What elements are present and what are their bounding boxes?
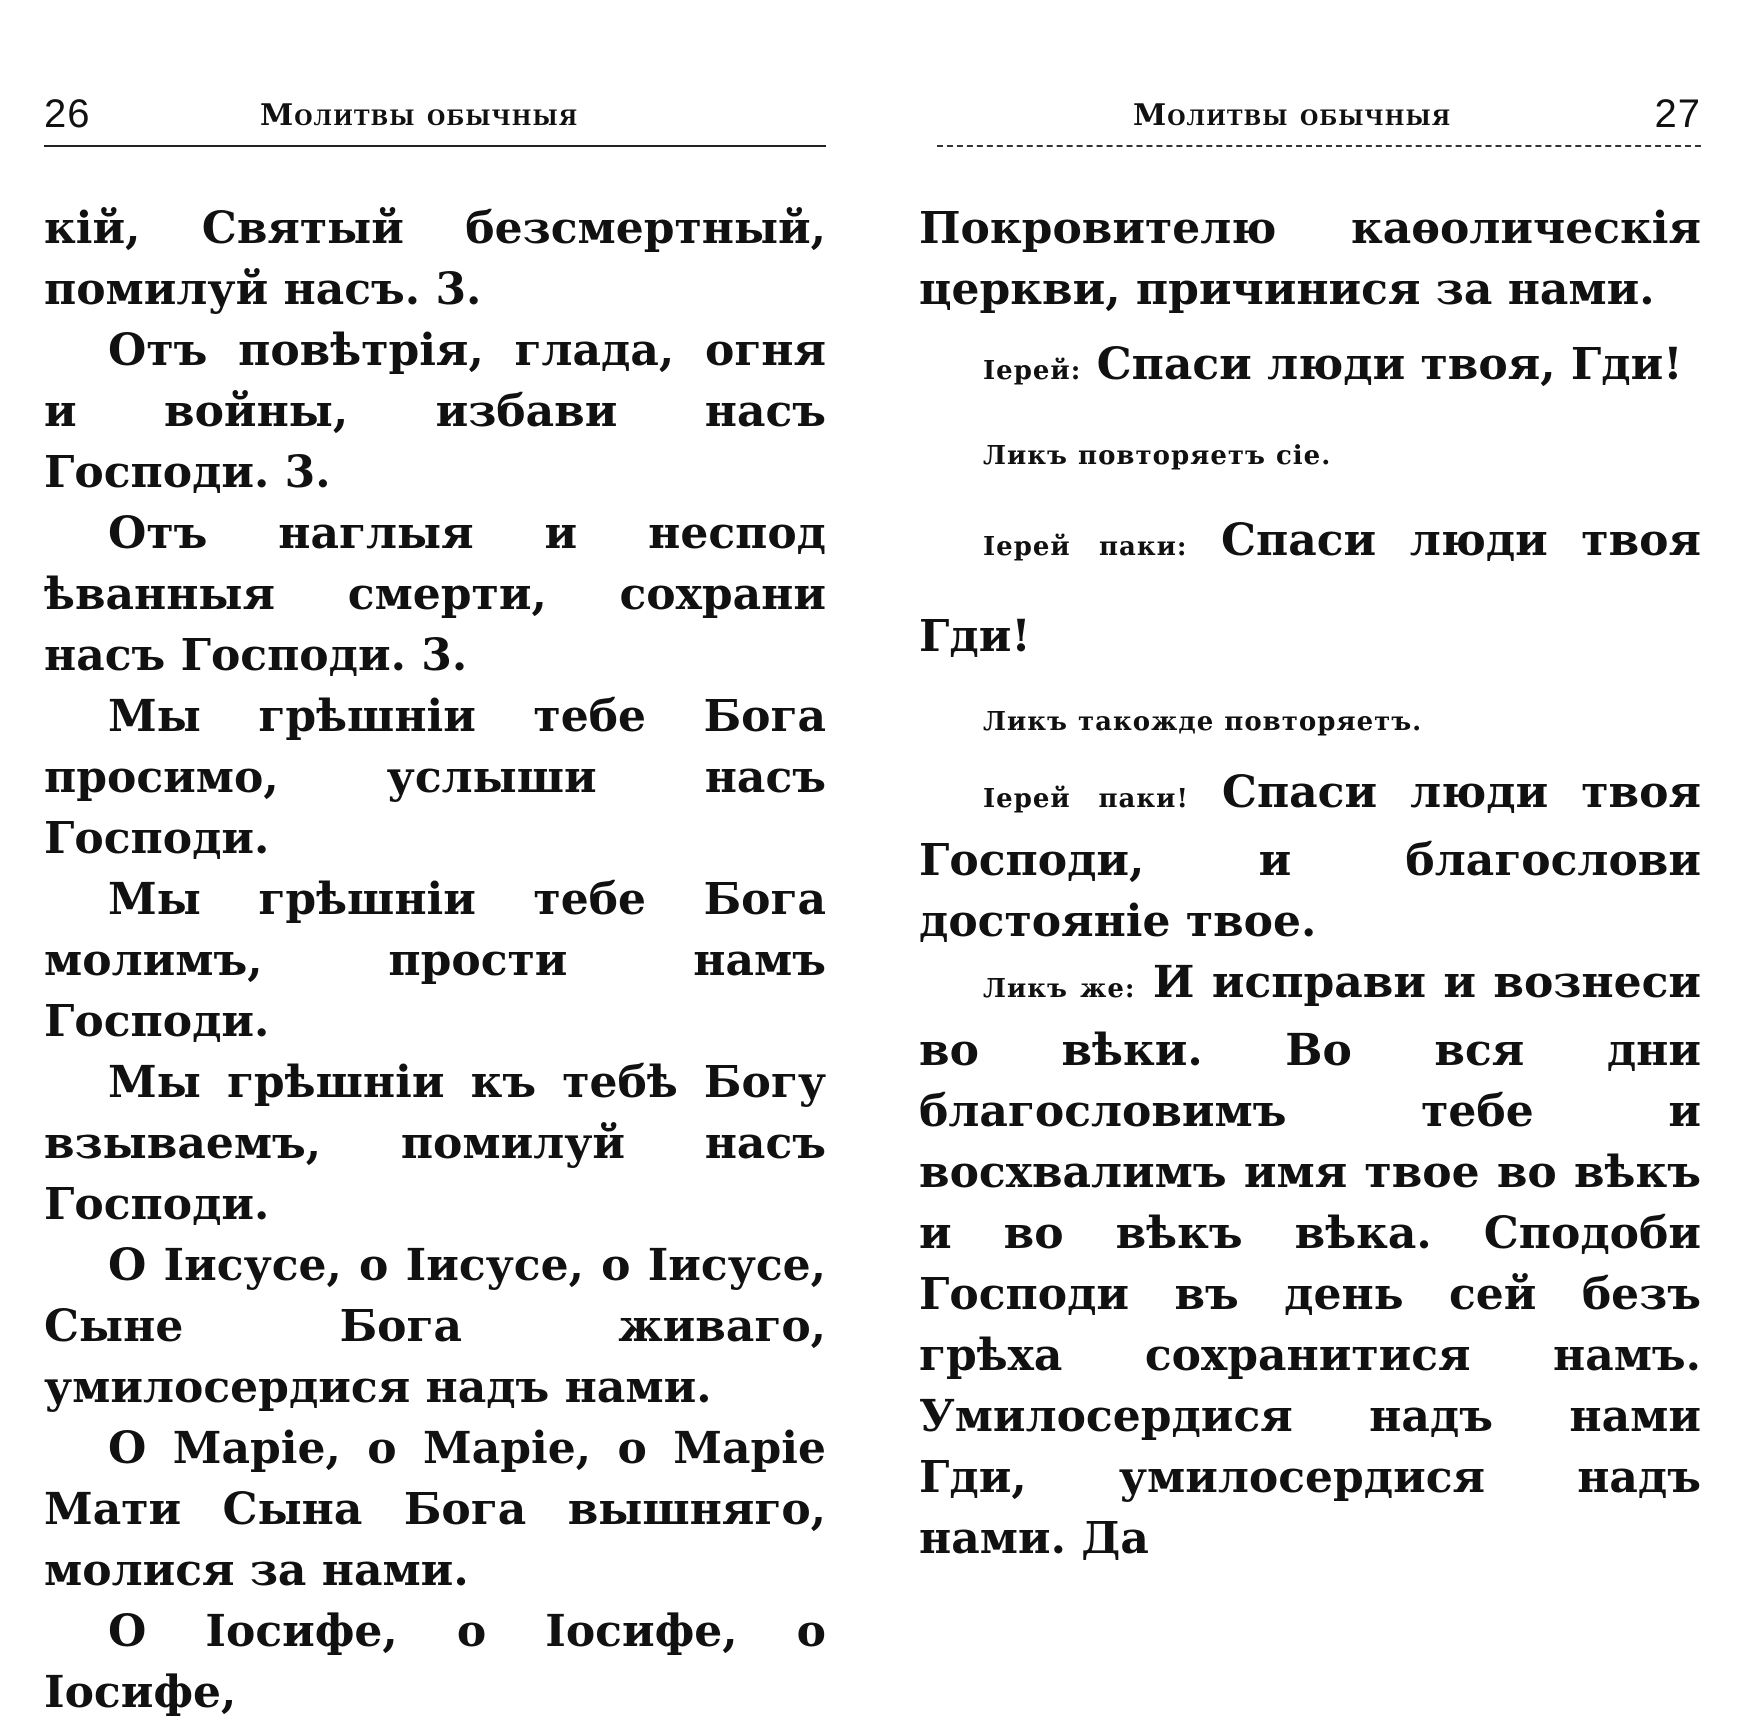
response-2: Ликъ такожде повторяетъ.: [983, 707, 1423, 737]
paragraph: Мы грѣшніи тебе Бога просимо, услыши насъ Господи.: [44, 691, 826, 864]
rubric: Ликъ же:: [983, 974, 1136, 1004]
rubric: Іерей паки!: [983, 784, 1189, 814]
rubric: Іерей паки:: [983, 532, 1188, 562]
running-title-right: Молитвы обычныя: [1133, 98, 1452, 133]
paragraph: Отъ наглыя и неспод ѣванныя смерти, сохрани насъ Господи. 3.: [44, 508, 826, 681]
versicle-1: [919, 320, 1701, 416]
versicle-2: [919, 496, 1701, 682]
left-page-text: [44, 198, 826, 1723]
running-head-right: [919, 92, 1701, 138]
paragraph: кій, Святый безсмертный, помилуй насъ. 3.: [44, 203, 826, 315]
versicle-text: Спаси люди твоя, Гди!: [1096, 339, 1683, 390]
page-number-left: 26: [44, 92, 91, 136]
paragraph: О Іосифе, о Іосифе, о Іосифе,: [44, 1606, 826, 1718]
paragraph: О Іисусе, о Іисусе, о Іисусе, Сыне Бога живаго, умилосердися надъ нами.: [44, 1240, 826, 1413]
response-text: И исправи и вознеси во вѣки. Во вся дни благословимъ тебе и восхвалимъ имя твое во вѣкъ и во вѣкъ вѣка. Сподоби Господи въ день сей безъ грѣха сохранитися намъ. Умилосердися надъ нами Гди, умилосердися надъ нами. Да: [919, 957, 1701, 1564]
versicle-3: [919, 762, 1701, 952]
paragraph: О Маріе, о Маріе, о Маріе Мати Сына Бога вышняго, молися за нами.: [44, 1423, 826, 1596]
response-3: [919, 952, 1701, 1569]
paragraph: Мы грѣшніи къ тебѣ Богу взываемъ, помилуй насъ Господи.: [44, 1057, 826, 1230]
page-number-right: 27: [1654, 92, 1701, 136]
paragraph: Отъ повѣтрія, глада, огня и войны, избави насъ Господи. 3.: [44, 325, 826, 498]
header-rule-left: [44, 145, 826, 147]
paragraph: Мы грѣшніи тебе Бога молимъ, прости намъ Господи.: [44, 874, 826, 1047]
right-page: [871, 0, 1742, 1564]
header-rule-right: [937, 145, 1701, 147]
opening-paragraph: Покровителю каѳолическія церкви, причинися за нами.: [919, 203, 1701, 315]
rubric: Іерей:: [983, 356, 1082, 386]
response-1: Ликъ повторяетъ сіе.: [983, 441, 1332, 471]
running-title-left: Молитвы обычныя: [260, 98, 579, 133]
left-page: [0, 0, 871, 1718]
running-head-left: [44, 92, 826, 138]
versicle-text: Спаси люди твоя Гди!: [919, 515, 1701, 662]
versicle-text: Спаси люди твоя Господи, и благослови достояніе твое.: [919, 767, 1701, 947]
right-page-text: [919, 198, 1701, 1569]
